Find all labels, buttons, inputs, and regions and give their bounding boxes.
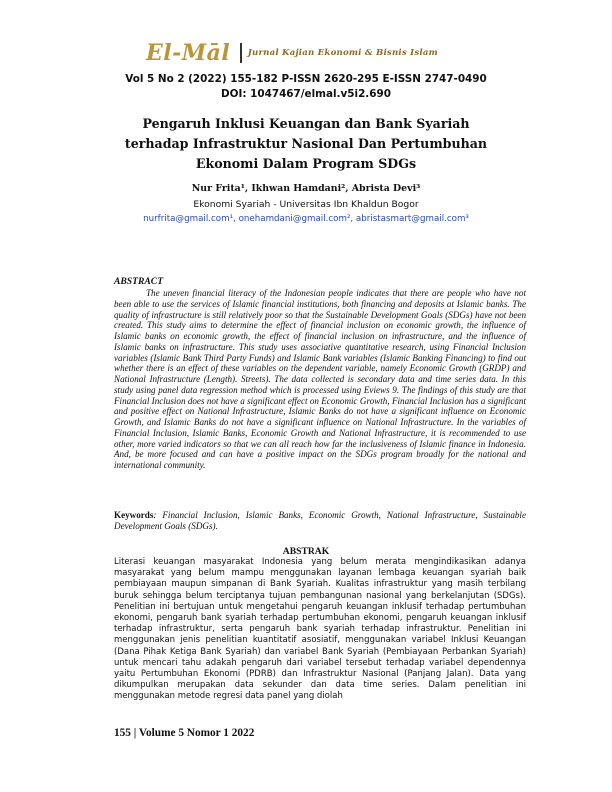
- page-footer: 155 | Volume 5 Nomor 1 2022: [114, 727, 255, 739]
- doi-line: DOI: 1047467/elmal.v5i2.690: [221, 88, 391, 100]
- abstract-heading: ABSTRACT: [114, 276, 164, 287]
- journal-name: Jurnal Kajian Ekonomi & Bisnis Islam: [247, 48, 438, 58]
- abstrak-body: Literasi keuangan masyarakat Indonesia yang belum merata mengindikasikan adanya masyarakat yang belum mampu menggunakan layanan lembaga keuangan syariah baik pembiayaan maupun simpanan di Bank Syariah. Kualitas infrastruktur yang masih terbilang buruk sehingga belum terciptanya tujuan pembangunan nasional yang berkelanjutan (SDGs). Penelitian ini bertujuan untuk mengetahui pengaruh keuangan inklusif terhadap pertumbuhan ekonomi, pengaruh bank syariah terhadap pertumbuhan ekonomi, pengaruh keuangan inklusif terhadap infrastruktur, serta pengaruh bank syariah terhadap infrastruktur. Penelitian ini menggunakan jenis penelitian kuantitatif asosiatif, menggunakan variabel Inklusi Keuangan (Dana Pihak Ketiga Bank Syariah) dan variabel Bank Syariah (Pembiayaan Perbankan Syariah) untuk mencari tahu adakah pengaruh dari variabel tersebut terhadap variabel dependennya yaitu Pertumbuhan Ekonomi (PDRB) dan Infrastruktur Nasional (Panjang Jalan). Data yang dikumpulkan merupakan data sekunder dan data time series. Dalam penelitian ini menggunakan metode regresi data panel yang diolah: [114, 557, 526, 702]
- author-affiliation: Ekonomi Syariah - Universitas Ibn Khaldun Bogor: [193, 199, 419, 210]
- keywords-label: Keywords: [114, 510, 154, 520]
- journal-logo: El-Māl: [146, 40, 231, 66]
- abstrak-heading: ABSTRAK: [282, 546, 330, 557]
- author-emails[interactable]: nurfrita@gmail.com¹, onehamdani@gmail.com², abristasmart@gmail.com³: [143, 214, 469, 224]
- article-title: Pengaruh Inklusi Keuangan dan Bank Syariah terhadap Infrastruktur Nasional Dan Pertumbuhan Ekonomi Dalam Program SDGs: [124, 116, 488, 171]
- abstract-body: The uneven financial literacy of the Indonesian people indicates that there are people who have not been able to use the services of Islamic financial institutions, both financing and deposits at Islamic banks. The quality of infrastructure is still relatively poor so that the Sustainable Development Goals (SDGs) have not been created. This study aims to determine the effect of financial inclusion on economic growth, the influence of Islamic banks on economic growth, the effect of financial inclusion on infrastructure, and the influence of Islamic banks on infrastructure. This study uses associative quantitative research, using Financial Inclusion variables (Islamic Bank Third Party Funds) and Islamic Bank variables (Islamic Banking Financing) to find out whether there is an effect of these variables on the dependent variable, namely Economic Growth (GRDP) and National Infrastructure (Length). Streets). The data collected is secondary data and time series data. In this study using panel data regression method which is processed using Eviews 9. The findings of this study are that Financial Inclusion does not have a significant effect on Economic Growth, Financial Inclusion has a significant and positive effect on National Infrastructure, Islamic Banks do not have a significant influence on Economic Growth, and Islamic Banks do not have a significant influence on National Infrastructure. In the variables of Financial Inclusion, Islamic Banks, Economic Growth and National Infrastructure, it is recommended to use other, more varied indicators so that we can all reach how far the inclusiveness of Islamic finance in Indonesia. And, be more focused and can have a positive impact on the SDGs program broadly for the national and international community.: [114, 288, 526, 470]
- volume-line: Vol 5 No 2 (2022) 155-182 P-ISSN 2620-295 E-ISSN 2747-0490: [125, 73, 487, 85]
- masthead-divider: [240, 43, 242, 63]
- author-list: Nur Frita¹, Ikhwan Hamdani², Abrista Devi³: [191, 183, 421, 194]
- journal-masthead: [146, 38, 438, 68]
- keywords-text: : Financial Inclusion, Islamic Banks, Economic Growth, National Infrastructure, Sustainable Development Goals (SDGs).: [114, 510, 526, 531]
- keywords-paragraph: [114, 510, 526, 532]
